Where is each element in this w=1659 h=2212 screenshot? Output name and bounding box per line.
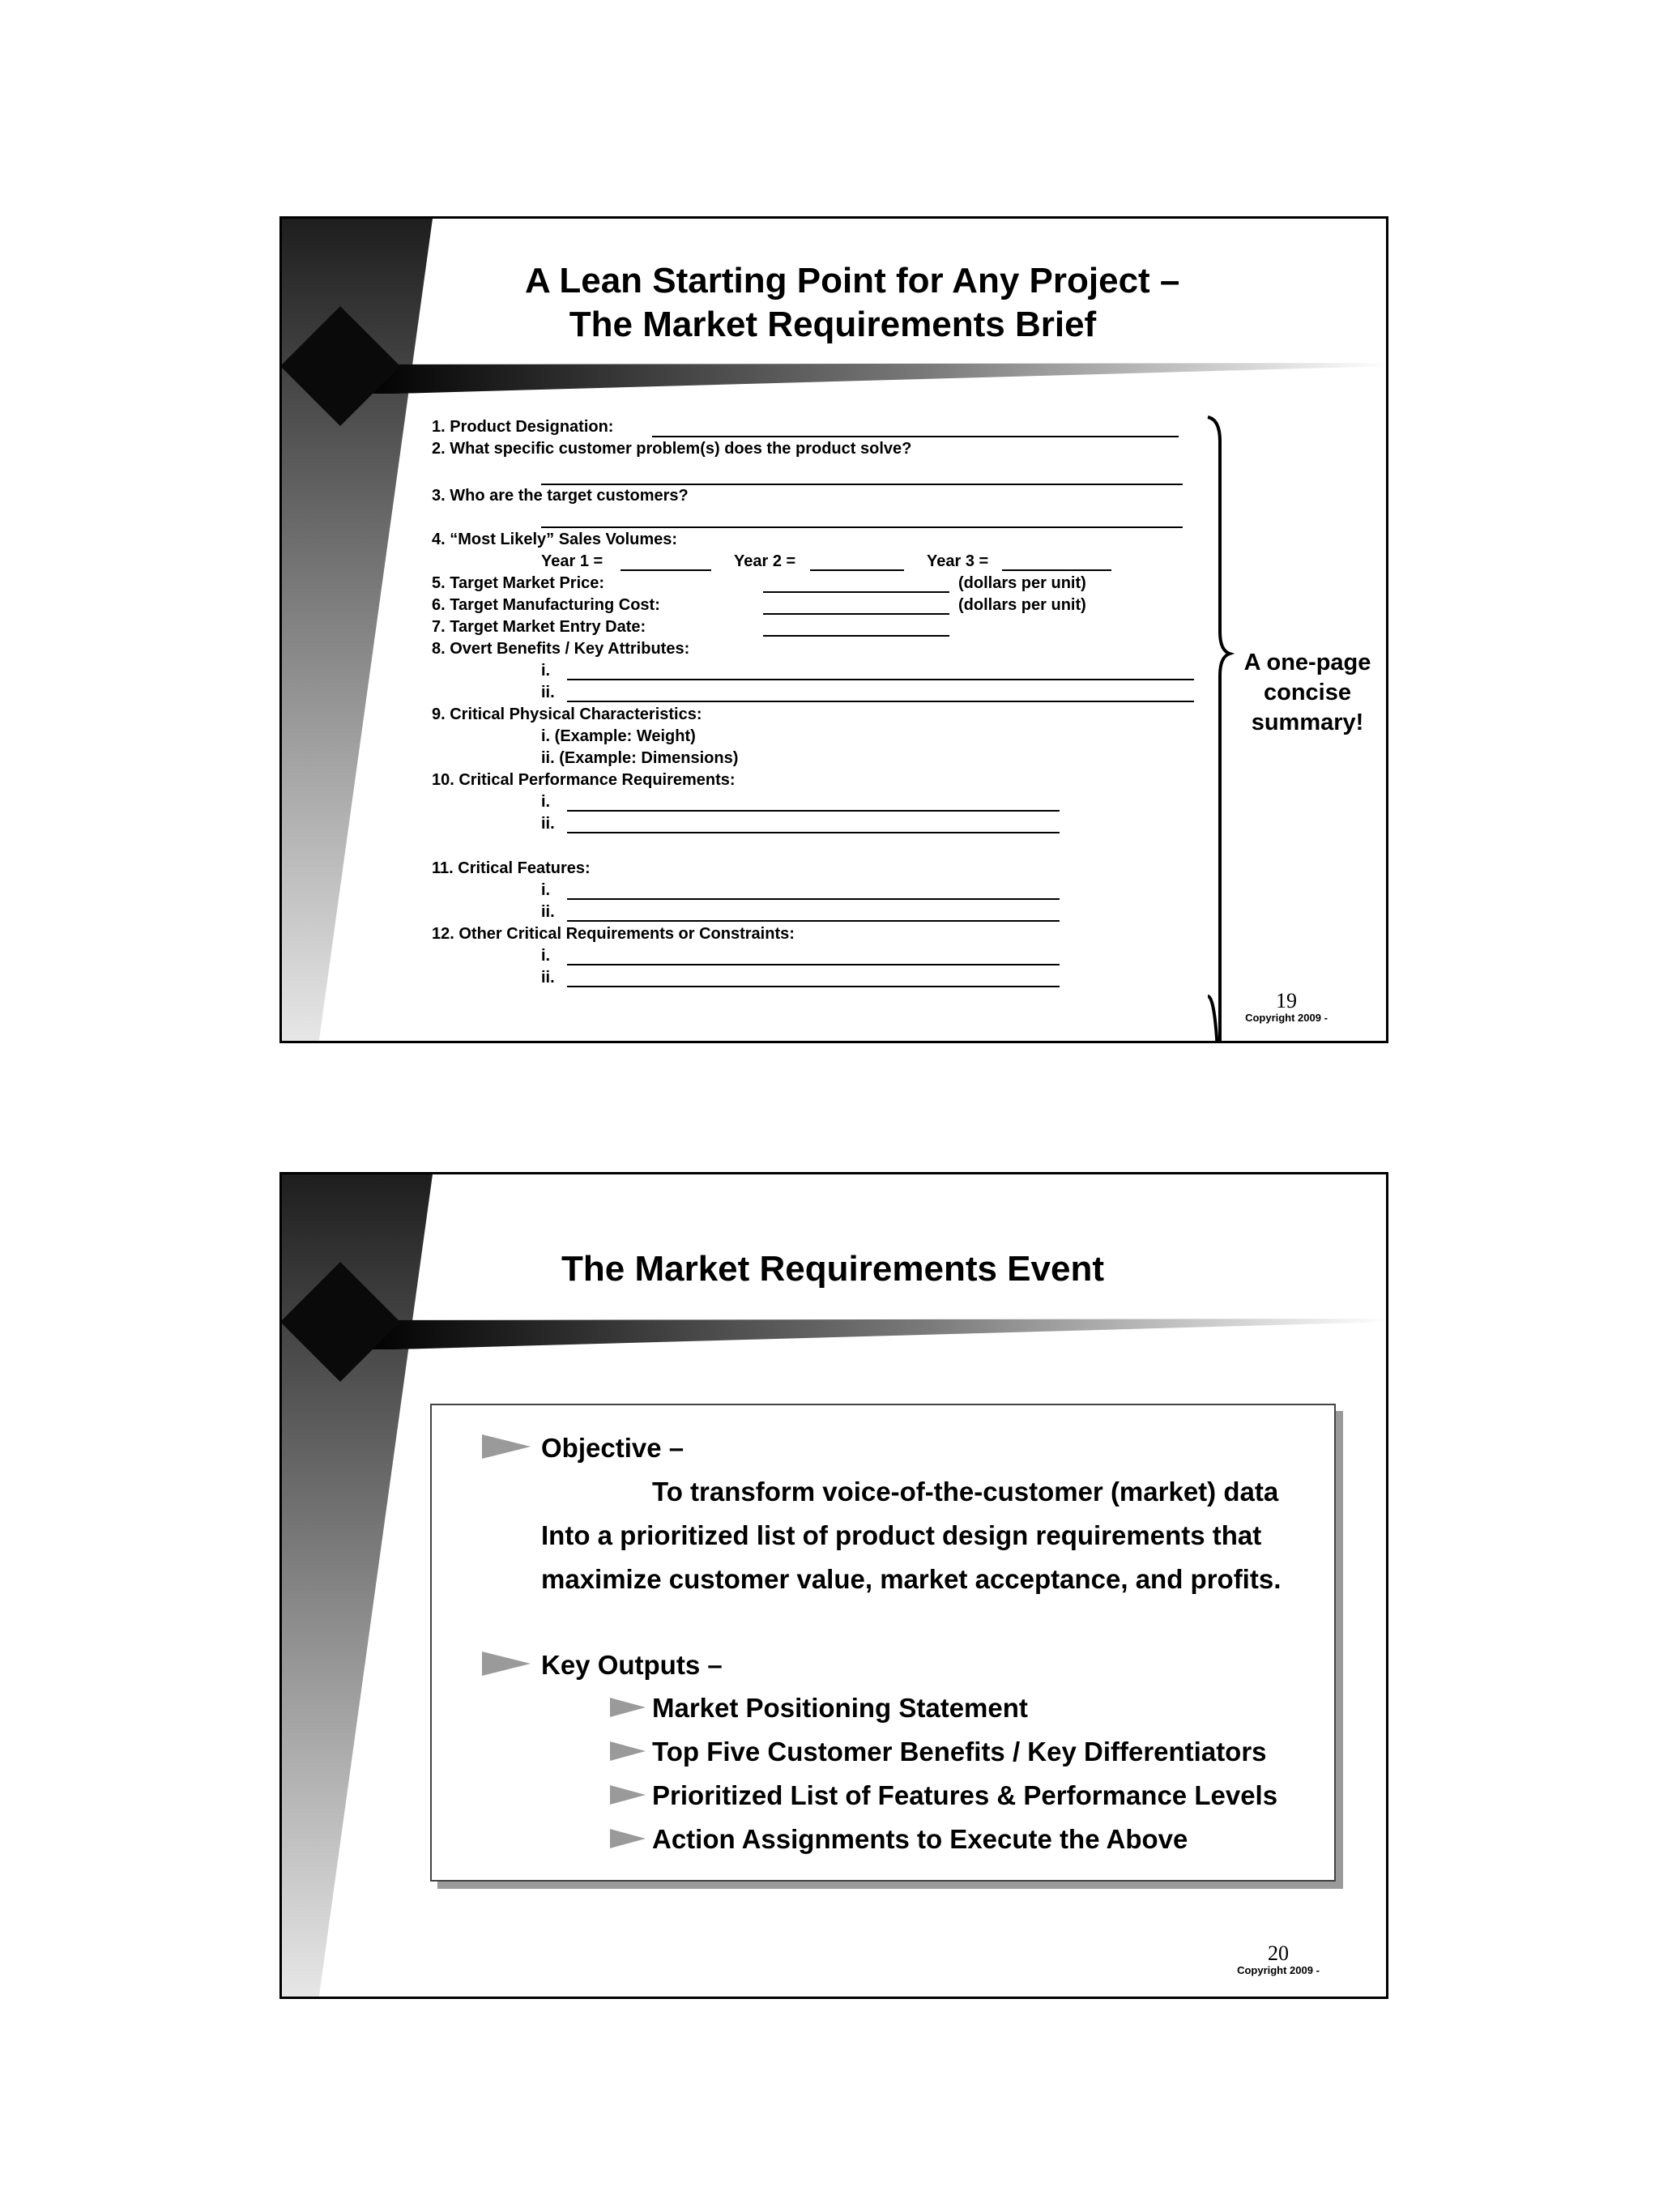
form-item-performance-requirements: 10. Critical Performance Requirements: xyxy=(432,771,736,789)
output-item: Market Positioning Statement xyxy=(652,1693,1028,1723)
page-number: 19 xyxy=(1276,989,1297,1012)
example-weight: i. (Example: Weight) xyxy=(541,727,696,745)
title-line-2: The Market Requirements Brief xyxy=(569,305,1097,344)
answer-line xyxy=(567,898,1060,900)
output-item: Prioritized List of Features & Performance Levels xyxy=(652,1780,1278,1810)
form-item-entry-date: 7. Target Market Entry Date: xyxy=(432,618,646,636)
roman-ii: ii. xyxy=(541,815,555,833)
content-box xyxy=(430,1404,1336,1882)
roman-ii: ii. xyxy=(541,903,555,921)
unit-label: (dollars per unit) xyxy=(958,596,1086,614)
answer-line xyxy=(541,484,1183,485)
objective-line: To transform voice-of-the-customer (market) data xyxy=(652,1477,1279,1507)
answer-line xyxy=(621,569,711,571)
objective-line: maximize customer value, market acceptance, and profits. xyxy=(541,1564,1282,1594)
form-item-physical-characteristics: 9. Critical Physical Characteristics: xyxy=(432,705,702,723)
title-line-1: A Lean Starting Point for Any Project – xyxy=(525,261,1180,300)
answer-line xyxy=(567,964,1060,965)
form-item-target-customers: 3. Who are the target customers? xyxy=(432,487,689,505)
sub-bullet-arrow-icon xyxy=(610,1740,646,1762)
year-2-label: Year 2 = xyxy=(734,552,796,570)
form-item-overt-benefits: 8. Overt Benefits / Key Attributes: xyxy=(432,640,690,658)
slide-19 xyxy=(279,216,1388,1043)
roman-i: i. xyxy=(541,662,551,680)
form-item-sales-volumes: 4. “Most Likely” Sales Volumes: xyxy=(432,531,678,548)
copyright-notice: Copyright 2009 - xyxy=(1237,1964,1320,1976)
form-item-product-designation: 1. Product Designation: xyxy=(432,418,614,436)
unit-label: (dollars per unit) xyxy=(958,574,1086,592)
answer-line xyxy=(567,810,1060,812)
slide-20 xyxy=(279,1172,1388,1999)
example-dimensions: ii. (Example: Dimensions) xyxy=(541,749,739,767)
answer-line xyxy=(567,832,1060,833)
bullet-arrow-icon xyxy=(482,1433,531,1460)
form-item-critical-features: 11. Critical Features: xyxy=(432,859,591,877)
summary-line: summary! xyxy=(1251,710,1364,735)
year-3-label: Year 3 = xyxy=(927,552,989,570)
slide-title: The Market Requirements Event xyxy=(561,1249,1104,1289)
objective-label: Objective – xyxy=(541,1433,684,1463)
bullet-arrow-icon xyxy=(482,1650,531,1677)
summary-line: concise xyxy=(1264,680,1351,705)
form-item-market-price: 5. Target Market Price: xyxy=(432,574,605,592)
answer-line xyxy=(1002,569,1111,571)
answer-line xyxy=(541,526,1183,528)
form-item-customer-problem: 2. What specific customer problem(s) does the product solve? xyxy=(432,440,912,458)
answer-line xyxy=(763,591,949,593)
answer-line xyxy=(652,436,1179,437)
output-item: Action Assignments to Execute the Above xyxy=(652,1824,1188,1854)
sub-bullet-arrow-icon xyxy=(610,1827,646,1850)
roman-ii: ii. xyxy=(541,969,555,987)
copyright-notice: Copyright 2009 - xyxy=(1245,1012,1328,1024)
roman-i: i. xyxy=(541,881,551,899)
sub-bullet-arrow-icon xyxy=(610,1784,646,1806)
roman-i: i. xyxy=(541,947,551,965)
outputs-label: Key Outputs – xyxy=(541,1650,723,1680)
answer-line xyxy=(567,679,1194,680)
answer-line xyxy=(763,613,949,615)
answer-line xyxy=(810,569,904,571)
objective-line: Into a prioritized list of product design requirements that xyxy=(541,1520,1262,1550)
sub-bullet-arrow-icon xyxy=(610,1696,646,1719)
answer-line xyxy=(567,986,1060,987)
answer-line xyxy=(567,701,1194,702)
answer-line xyxy=(567,920,1060,922)
roman-i: i. xyxy=(541,793,551,811)
output-item: Top Five Customer Benefits / Key Differentiators xyxy=(652,1737,1267,1767)
summary-callout xyxy=(1226,648,1388,738)
roman-ii: ii. xyxy=(541,684,555,701)
answer-line xyxy=(763,635,949,637)
page-number: 20 xyxy=(1268,1941,1289,1965)
form-item-other-requirements: 12. Other Critical Requirements or Constraints: xyxy=(432,925,795,943)
summary-line: A one-page xyxy=(1243,650,1371,676)
slide-title xyxy=(525,259,1180,347)
form-item-manufacturing-cost: 6. Target Manufacturing Cost: xyxy=(432,596,660,614)
year-1-label: Year 1 = xyxy=(541,552,603,570)
